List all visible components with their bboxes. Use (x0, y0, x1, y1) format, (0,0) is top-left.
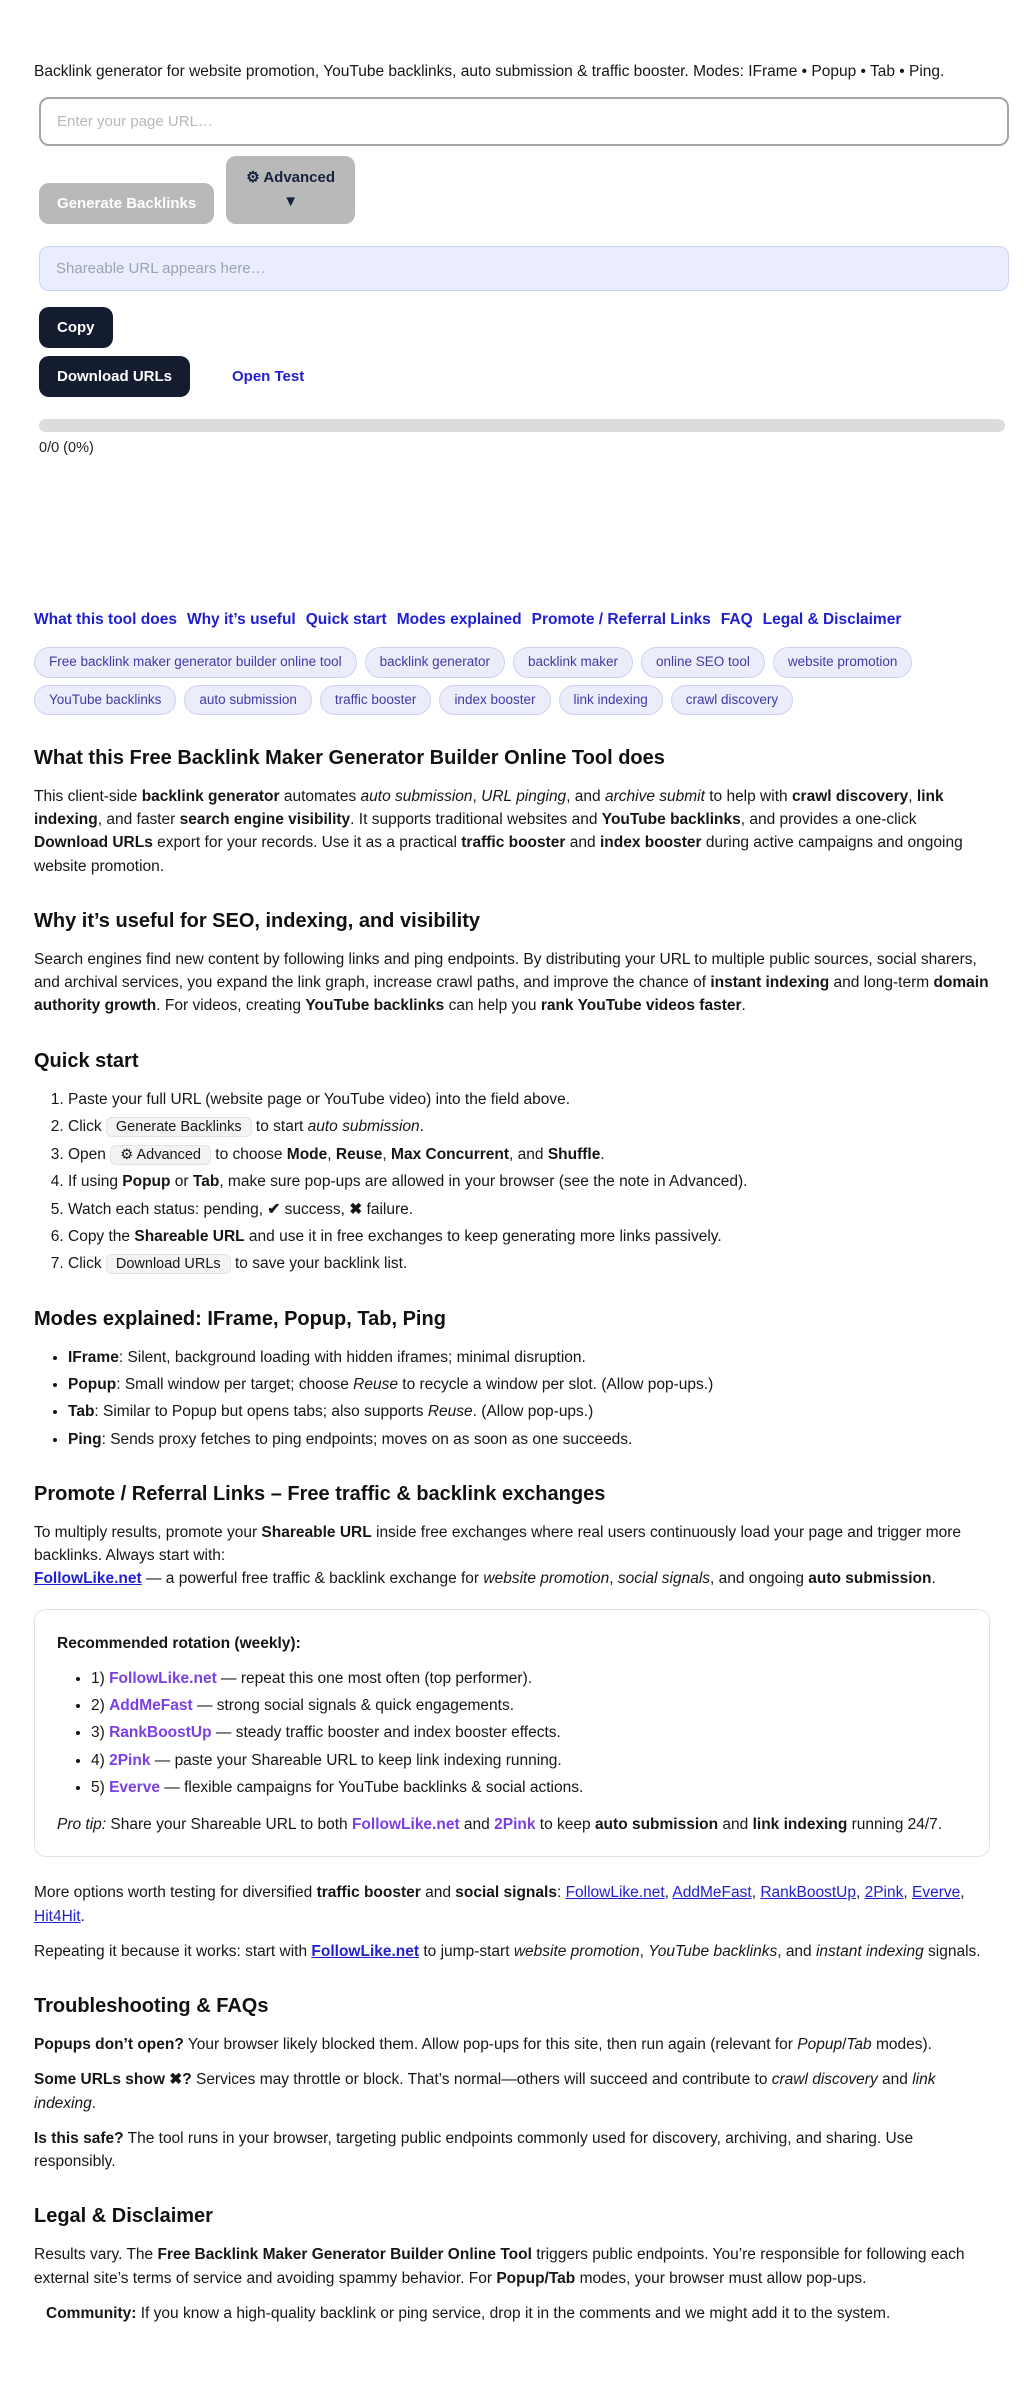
modes-list (34, 1346, 990, 1451)
progress-bar (39, 419, 1005, 432)
keyword-pill: website promotion (773, 647, 913, 677)
inline-link[interactable]: Everve (109, 1778, 160, 1796)
keyword-pill: link indexing (559, 685, 663, 715)
quickstart-step: 4. If using Popup or Tab, make sure pop-ups are allowed in your browser (see the note in Advanced). (68, 1170, 990, 1193)
copy-button[interactable]: Copy (39, 307, 113, 348)
faq-items (34, 2033, 990, 2173)
inline-link[interactable]: FollowLike.net (311, 1942, 420, 1960)
keyword-pill: crawl discovery (671, 685, 793, 715)
rotation-box (34, 1609, 990, 1858)
nav-link[interactable]: Legal & Disclaimer (762, 611, 902, 628)
keyword-tags (34, 647, 990, 715)
nav-link[interactable]: Quick start (305, 611, 387, 628)
intro-text: Backlink generator for website promotion, YouTube backlinks, auto submission & traffic booster. Modes: IFrame • Popup • Tab • Ping. (34, 63, 945, 80)
heading-quickstart: Quick start (34, 1049, 139, 1072)
inline-link[interactable]: Hit4Hit (34, 1907, 81, 1925)
keyword-pill: auto submission (184, 685, 312, 715)
nav-link[interactable]: Promote / Referral Links (531, 611, 711, 628)
inline-link[interactable]: 2Pink (494, 1816, 536, 1833)
mode-item: • Popup: Small window per target; choose Reuse to recycle a window per slot. (Allow pop-ups.) (68, 1373, 990, 1396)
heading-faq: Troubleshooting & FAQs (34, 1995, 269, 2017)
legal-paragraph: Results vary. The Free Backlink Maker Generator Builder Online Tool triggers public endpoints. You’re responsible for following each external site’s terms of service and avoiding spammy behavior. For Popup/Tab modes, your browser must allow pop-ups. (34, 2246, 965, 2287)
quickstart-step: 7. Click Download URLs to save your backlink list. (68, 1252, 990, 1276)
keyword-pill: backlink generator (365, 647, 505, 677)
heading-modes: Modes explained: IFrame, Popup, Tab, Ping (34, 1307, 446, 1330)
keyword-pill: backlink maker (513, 647, 633, 677)
faq-item: Popups don’t open? Your browser likely blocked them. Allow pop-ups for this site, then run again (relevant for Popup/Tab modes). (34, 2036, 932, 2053)
heading-legal: Legal & Disclaimer (34, 2205, 213, 2228)
rotation-item: • 1) FollowLike.net — repeat this one most often (top performer). (91, 1667, 967, 1690)
mode-item: • IFrame: Silent, background loading with hidden iframes; minimal disruption. (68, 1346, 990, 1369)
inline-link[interactable]: FollowLike.net (34, 1570, 142, 1588)
inline-link[interactable]: AddMeFast (672, 1884, 752, 1902)
advanced-button[interactable] (226, 156, 355, 224)
heading-why: Why it’s useful for SEO, indexing, and visibility (34, 909, 480, 932)
quickstart-list (34, 1088, 990, 1276)
inline-link[interactable]: 2Pink (864, 1884, 904, 1902)
advanced-label: Advanced (263, 169, 336, 187)
promote-paragraph: To multiply results, promote your Shareable URL inside free exchanges where real users continuously load your page and trigger more backlinks. Always start with: FollowLike.net — a powerful free traffic & backlink exchange for website promotion, social signals, and ongoing auto submission. (34, 1523, 962, 1588)
chevron-down-icon: ▼ (283, 193, 299, 211)
generate-backlinks-button[interactable]: Generate Backlinks (39, 183, 214, 224)
inline-link[interactable]: FollowLike.net (565, 1884, 665, 1902)
url-input[interactable] (39, 97, 1009, 146)
keyword-pill: index booster (439, 685, 550, 715)
what-paragraph: This client-side backlink generator automates auto submission, URL pinging, and archive submit to help with crawl discovery, link indexing, and faster search engine visibility. It supports traditional websites and YouTube backlinks, and provides a one-click Download URLs export for your records. Use it as a practical traffic booster and index booster during active campaigns and ongoing website promotion. (34, 787, 963, 875)
keyword-pill: Free backlink maker generator builder online tool (34, 647, 357, 677)
rotation-title: Recommended rotation (weekly): (57, 1634, 301, 1652)
rotation-item: • 5) Everve — flexible campaigns for YouTube backlinks & social actions. (91, 1776, 967, 1799)
inline-link[interactable]: AddMeFast (109, 1697, 193, 1714)
more-options-paragraph: More options worth testing for diversified traffic booster and social signals: FollowLike.net, AddMeFast, RankBoostUp, 2Pink, Everve, Hit4Hit. (34, 1884, 965, 1925)
rotation-list (57, 1667, 967, 1799)
rotation-item: • 4) 2Pink — paste your Shareable URL to keep link indexing running. (91, 1749, 967, 1772)
repeating-paragraph: Repeating it because it works: start with FollowLike.net to jump-start website promotion, YouTube backlinks, and instant indexing signals. (34, 1942, 981, 1960)
inline-link[interactable]: Everve (911, 1884, 961, 1902)
mode-item: • Tab: Similar to Popup but opens tabs; also supports Reuse. (Allow pop-ups.) (68, 1400, 990, 1423)
keyword-pill: YouTube backlinks (34, 685, 176, 715)
results-area-spacer (34, 460, 990, 608)
keyword-pill: online SEO tool (641, 647, 765, 677)
rotation-item: • 3) RankBoostUp — steady traffic booster and index booster effects. (91, 1721, 967, 1744)
quickstart-step: 1. Paste your full URL (website page or YouTube video) into the field above. (68, 1088, 990, 1111)
quickstart-step: 3. Open ⚙ Advanced to choose Mode, Reuse, Max Concurrent, and Shuffle. (68, 1143, 990, 1167)
mode-item: • Ping: Sends proxy fetches to ping endpoints; moves on as soon as one succeeds. (68, 1428, 990, 1451)
inline-link[interactable]: FollowLike.net (351, 1816, 460, 1833)
rotation-item: • 2) AddMeFast — strong social signals & quick engagements. (91, 1694, 967, 1717)
inline-link[interactable]: 2Pink (109, 1751, 151, 1769)
inline-link[interactable]: RankBoostUp (760, 1884, 856, 1902)
gear-icon: ⚙ (246, 169, 260, 187)
nav-link[interactable]: FAQ (720, 611, 753, 628)
faq-item: Some URLs show ✖? Services may throttle or block. That’s normal—others will succeed and contribute to crawl discovery and link indexing. (34, 2071, 936, 2112)
heading-promote: Promote / Referral Links – Free traffic & backlink exchanges (34, 1482, 606, 1505)
inline-link[interactable]: FollowLike.net (109, 1669, 217, 1687)
shareable-url-input[interactable] (39, 246, 1009, 291)
download-row (39, 356, 990, 397)
nav-link[interactable]: Why it’s useful (186, 611, 296, 628)
section-nav (34, 608, 990, 631)
nav-link[interactable]: Modes explained (396, 611, 522, 628)
download-urls-button[interactable]: Download URLs (39, 356, 190, 397)
open-test-link[interactable]: Open Test (232, 367, 305, 385)
heading-what: What this Free Backlink Maker Generator Builder Online Tool does (34, 746, 665, 769)
quickstart-step: 2. Click Generate Backlinks to start auto submission. (68, 1115, 990, 1139)
why-paragraph: Search engines find new content by following links and ping endpoints. By distributing your URL to multiple public sources, social sharers, and archival services, you expand the link graph, increase crawl paths, and improve the chance of instant indexing and long-term domain authority growth. For videos, creating YouTube backlinks can help you rank YouTube videos faster. (34, 950, 989, 1015)
quickstart-step: 6. Copy the Shareable URL and use it in free exchanges to keep generating more links passively. (68, 1225, 990, 1248)
community-note: Community: If you know a high-quality backlink or ping service, drop it in the comments and we might add it to the system. (46, 2304, 891, 2322)
generator-form (39, 97, 990, 460)
pro-tip: Pro tip: Share your Shareable URL to both FollowLike.net and 2Pink to keep auto submission and link indexing running 24/7. (57, 1816, 943, 1833)
inline-link[interactable]: RankBoostUp (109, 1724, 212, 1742)
faq-item: Is this safe? The tool runs in your browser, targeting public endpoints commonly used for discovery, archiving, and sharing. Use responsibly. (34, 2129, 914, 2170)
progress-counter: 0/0 (0%) (39, 440, 94, 457)
nav-link[interactable]: What this tool does (34, 611, 177, 628)
quickstart-step: 5. Watch each status: pending, ✔ success, ✖ failure. (68, 1198, 990, 1221)
action-button-row (39, 156, 990, 224)
keyword-pill: traffic booster (320, 685, 432, 715)
